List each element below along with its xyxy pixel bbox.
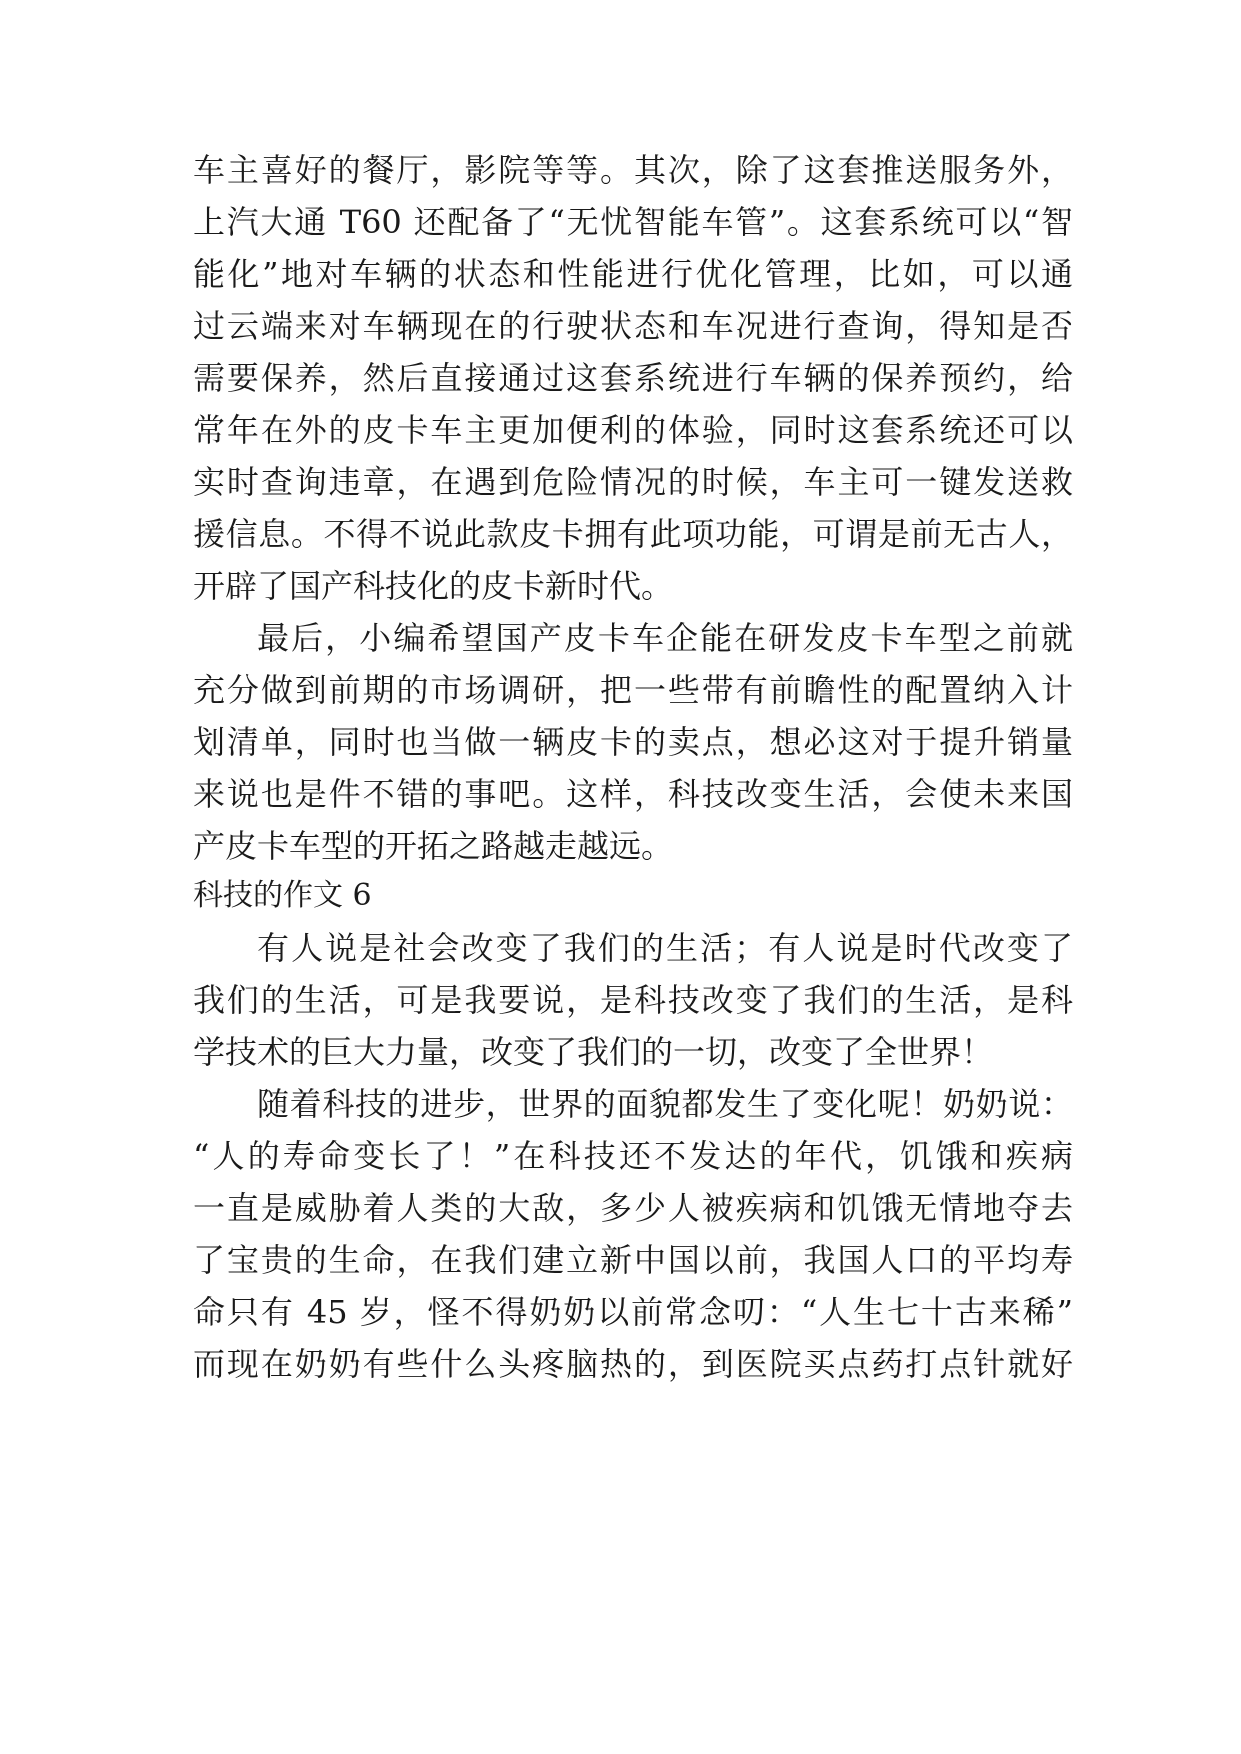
paragraph-line: 我们的生活，可是我要说，是科技改变了我们的生活，是科 xyxy=(193,981,1073,1019)
paragraph-line: “人的寿命变长了！”在科技还不发达的年代，饥饿和疾病 xyxy=(193,1137,1073,1175)
paragraph-line: 学技术的巨大力量，改变了我们的一切，改变了全世界！ xyxy=(193,1033,994,1071)
paragraph-line: 而现在奶奶有些什么头疼脑热的，到医院买点药打点针就好 xyxy=(193,1345,1073,1383)
section-heading: 科技的作文 6 xyxy=(193,878,372,913)
paragraph-line: 车主喜好的餐厅，影院等等。其次，除了这套推送服务外， xyxy=(193,151,1073,189)
paragraph-line: 援信息。不得不说此款皮卡拥有此项功能，可谓是前无古人， xyxy=(193,515,1073,553)
paragraph-line: 一直是威胁着人类的大敌，多少人被疾病和饥饿无情地夺去 xyxy=(193,1189,1073,1227)
paragraph-line: 划清单，同时也当做一辆皮卡的卖点，想必这对于提升销量 xyxy=(193,723,1073,761)
paragraph-line: 了宝贵的生命，在我们建立新中国以前，我国人口的平均寿 xyxy=(193,1241,1073,1279)
paragraph-line: 命只有 45 岁，怪不得奶奶以前常念叨：“人生七十古来稀” xyxy=(193,1293,1073,1331)
paragraph-line: 最后，小编希望国产皮卡车企能在研发皮卡车型之前就 xyxy=(257,619,1073,657)
paragraph-line: 随着科技的进步，世界的面貌都发生了变化呢！奶奶说： xyxy=(257,1085,1073,1123)
paragraph-line: 需要保养，然后直接通过这套系统进行车辆的保养预约，给 xyxy=(193,359,1073,397)
paragraph-line: 开辟了国产科技化的皮卡新时代。 xyxy=(193,567,674,605)
paragraph-line: 上汽大通 T60 还配备了“无忧智能车管”。这套系统可以“智 xyxy=(193,203,1073,241)
paragraph-line: 产皮卡车型的开拓之路越走越远。 xyxy=(193,827,674,865)
paragraph-line: 来说也是件不错的事吧。这样，科技改变生活，会使未来国 xyxy=(193,775,1073,813)
paragraph-line: 实时查询违章，在遇到危险情况的时候，车主可一键发送救 xyxy=(193,463,1073,501)
paragraph-line: 过云端来对车辆现在的行驶状态和车况进行查询，得知是否 xyxy=(193,307,1073,345)
paragraph-line: 能化”地对车辆的状态和性能进行优化管理，比如，可以通 xyxy=(193,255,1073,293)
paragraph-line: 常年在外的皮卡车主更加便利的体验，同时这套系统还可以 xyxy=(193,411,1073,449)
paragraph-line: 有人说是社会改变了我们的生活；有人说是时代改变了 xyxy=(257,929,1073,967)
paragraph-line: 充分做到前期的市场调研，把一些带有前瞻性的配置纳入计 xyxy=(193,671,1073,709)
